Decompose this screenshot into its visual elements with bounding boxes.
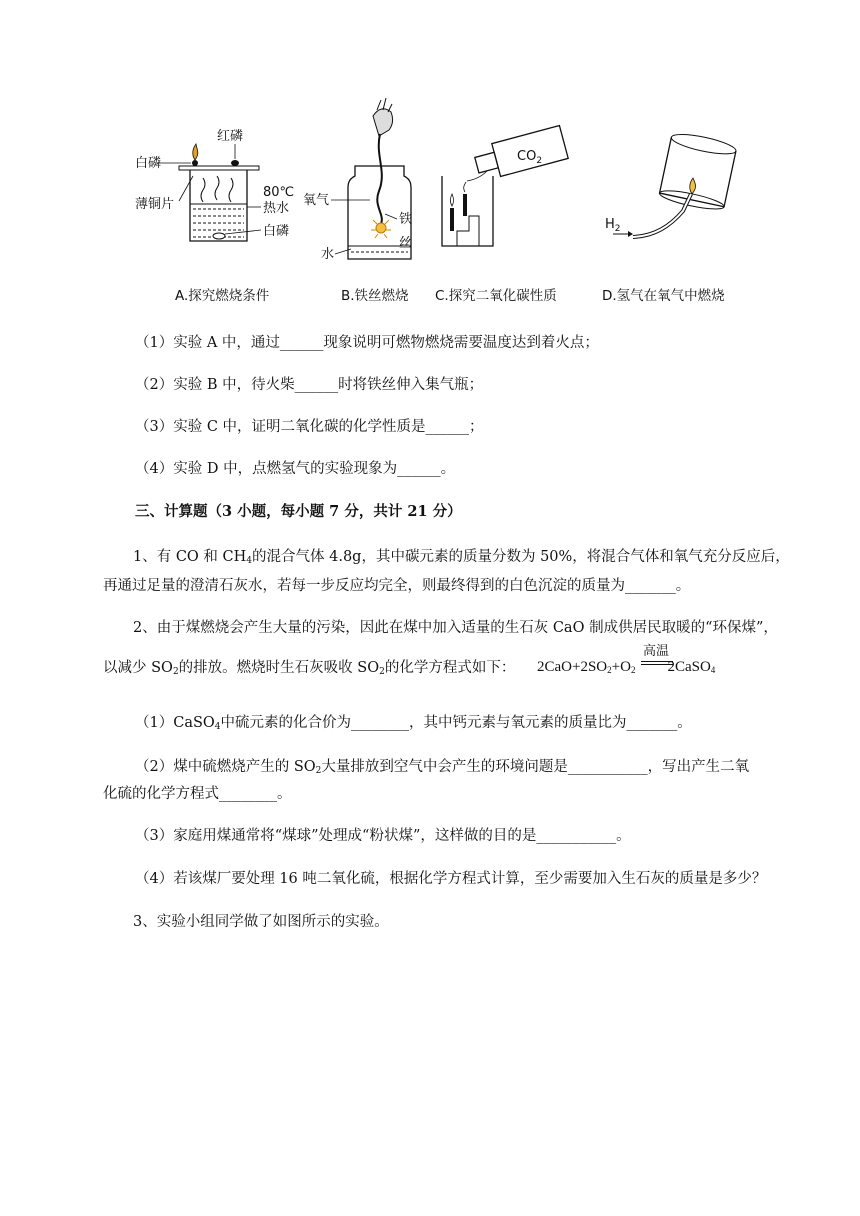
chemical-equation: $2CaO+2SO_2+O_2$ 2CaSO$_4$ [537, 659, 716, 675]
label-copper-plate: 薄铜片 [135, 197, 175, 212]
label-co2: $CO_2$ [517, 149, 543, 166]
calc2-part2-line2: 化硫的化学方程式________。 [103, 786, 292, 802]
apparatus-a [157, 144, 261, 241]
label-hot-water: 热水 [263, 201, 290, 216]
section-title: 三、计算题（3 小题，每小题 7 分，共计 21 分） [135, 503, 462, 520]
apparatus-c [442, 126, 568, 246]
apparatus-b [331, 98, 411, 259]
apparatus-d [613, 130, 737, 237]
question-3: （3）实验 C 中，证明二氧化碳的化学性质是______； [135, 419, 484, 435]
label-h2: $H_2$ [605, 217, 621, 234]
calc3-line1: 3、实验小组同学做了如图所示的实验。 [133, 914, 389, 930]
caption-d: D.氢气在氧气中燃烧 [602, 288, 725, 304]
label-iron-1: 铁 [399, 212, 413, 227]
equation-equals-sign [641, 661, 673, 665]
question-4: （4）实验 D 中，点燃氢气的实验现象为______。 [135, 461, 456, 477]
label-red-phosphorus: 红磷 [217, 129, 244, 144]
label-oxygen: 氧气 [303, 193, 330, 208]
caption-a: A.探究燃烧条件 [175, 288, 270, 304]
calc2-part3: （3）家庭用煤通常将“煤球”处理成“粉状煤”，这样做的目的是___________。 [135, 828, 631, 844]
label-iron-2: 丝 [399, 236, 413, 251]
calc2-part2-line1: （2）煤中硫燃烧产生的 $SO_2$大量排放到空气中会产生的环境问题是___________，写出产生二氧 [135, 759, 750, 776]
caption-b: B.铁丝燃烧 [341, 288, 409, 304]
label-white-phosphorus-bottom: 白磷 [263, 224, 290, 239]
question-2: （2）实验 B 中，待火柴______时将铁丝伸入集气瓶； [135, 377, 484, 393]
calc2-line2: 以减少 $SO_2$的排放。燃烧时生石灰吸收 $SO_2$的化学方程式如下： [103, 660, 516, 677]
label-temperature: 80℃ [263, 185, 295, 200]
calc2-line1: 2、由于煤燃烧会产生大量的污染，因此在煤中加入适量的生石灰 CaO 制成供居民取暖的“环保煤”， [133, 620, 778, 636]
calc2-part4: （4）若该煤厂要处理 16 吨二氧化硫，根据化学方程式计算，至少需要加入生石灰的质量是多少？ [135, 871, 767, 887]
question-1: （1）实验 A 中，通过______现象说明可燃物燃烧需要温度达到着火点； [135, 335, 599, 351]
calc1-line1: 1、有 CO 和 $CH_4$的混合气体 4.8g，其中碳元素的质量分数为 50%，将混合气体和氧气充分反应后， [133, 549, 790, 566]
caption-c: C.探究二氧化碳性质 [435, 288, 557, 304]
experiment-figure [135, 96, 775, 311]
equation-condition: 高温 [643, 644, 670, 659]
experiment-diagram [135, 96, 775, 311]
label-white-phosphorus-top: 白磷 [135, 156, 162, 171]
calc1-line2: 再通过足量的澄清石灰水，若每一步反应均完全，则最终得到的白色沉淀的质量为_______。 [103, 578, 691, 594]
calc2-part1: （1）CaSO$_4$中硫元素的化合价为________，其中钙元素与氧元素的质量比为_______。 [135, 715, 692, 732]
label-water: 水 [321, 247, 335, 262]
